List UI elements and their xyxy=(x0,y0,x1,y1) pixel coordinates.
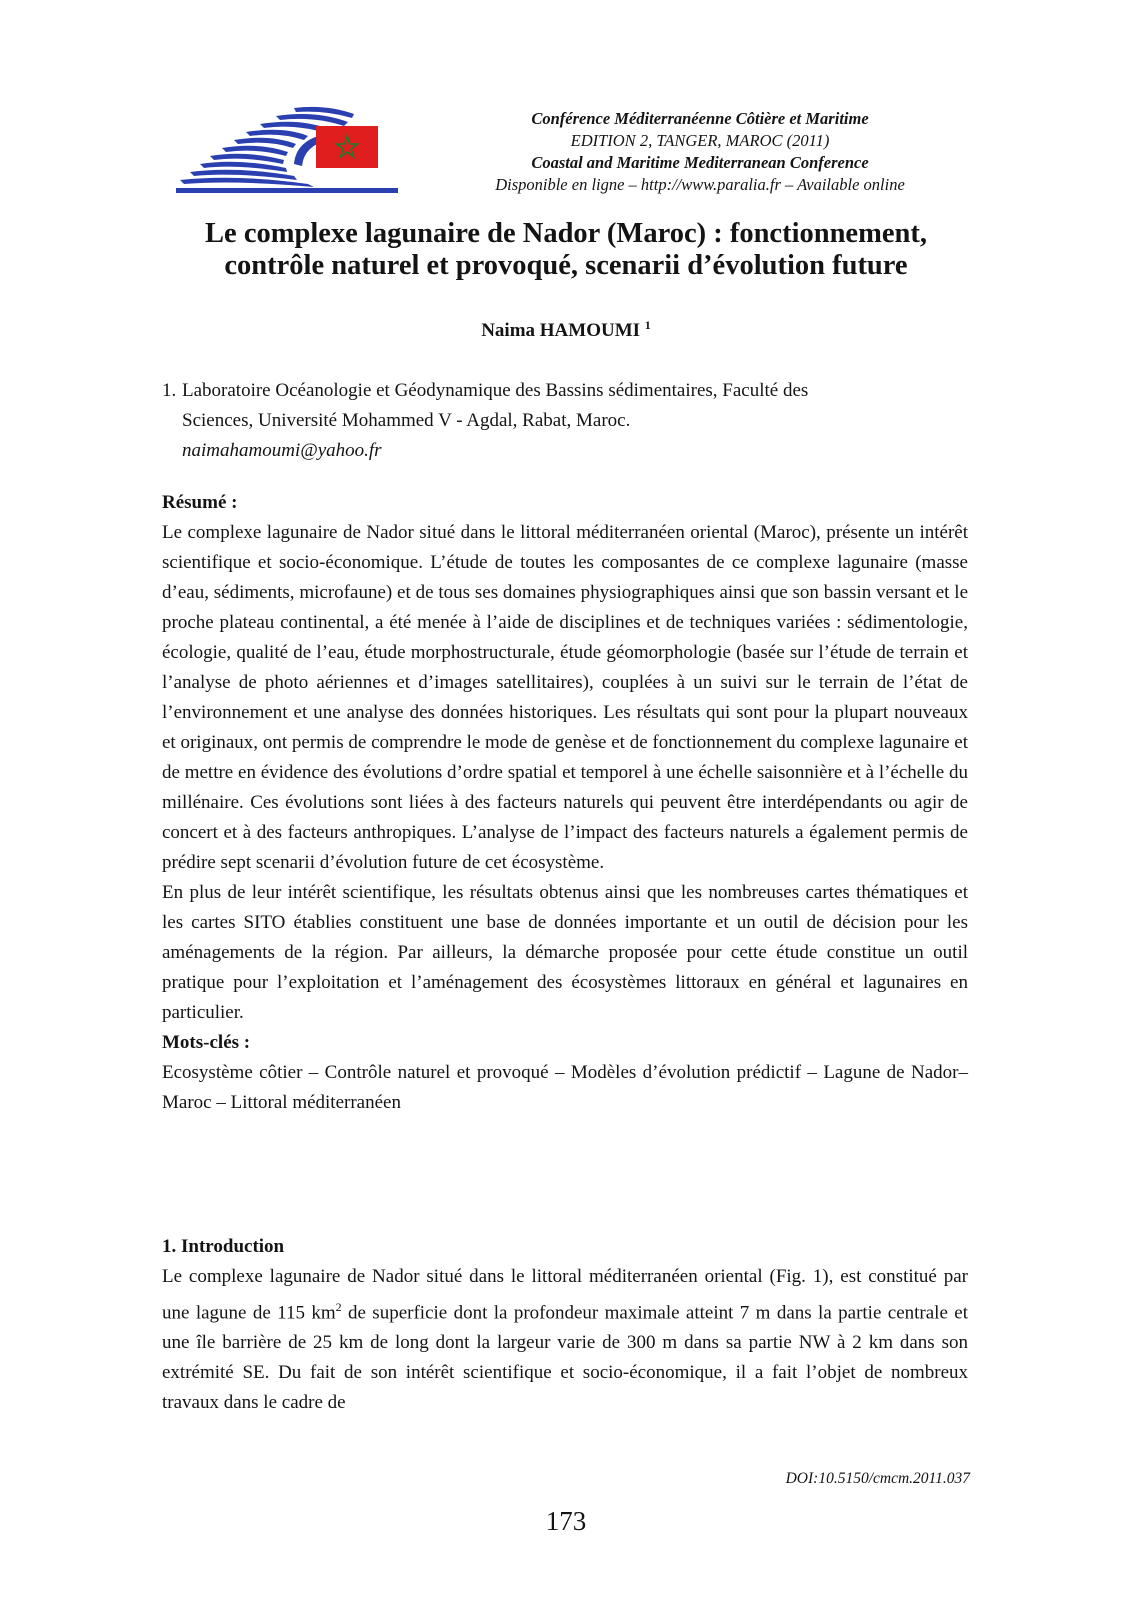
keywords-text: Ecosystème côtier – Contrôle naturel et provoqué – Modèles d’évolution prédictif – Lagune de Nador– Maroc – Littoral méditerranéen xyxy=(162,1062,968,1113)
paper-title-line-2: contrôle naturel et provoqué, scenarii d’évolution future xyxy=(224,250,908,281)
morocco-flag xyxy=(316,126,378,168)
author-email: naimahamoumi@yahoo.fr xyxy=(182,440,382,461)
author-name: Naima HAMOUMI xyxy=(481,320,641,341)
introduction-section xyxy=(162,1232,968,1418)
introduction-text-b: de superficie dont la profondeur maximale atteint 7 m dans la partie centrale et une île barrière de 25 km de long dont la largeur varie de 300 m dans sa partie NW à 2 km dans son extrémité SE. Du fait de son intérêt scientifique et socio-économique, il a fait l’objet de nombreux travaux dans le cadre de xyxy=(162,1302,968,1414)
paper-title xyxy=(150,218,982,282)
abstract-paragraph-2: En plus de leur intérêt scientifique, les résultats obtenus ainsi que les nombreuses cartes thématiques et les cartes SITO établies constituent une base de données importante et un outil de décision pour les aménagements de la région. Par ailleurs, la démarche proposée pour cette étude constitue un outil pratique pour l’exploitation et l’aménagement des écosystèmes littoraux en général et lagunaires en particulier. xyxy=(162,882,968,1023)
author-affiliation-marker: 1 xyxy=(644,318,651,332)
abstract-paragraph-1: Le complexe lagunaire de Nador situé dans le littoral méditerranéen oriental (Maroc), présente un intérêt scientifique et socio-économique. L’étude de toutes les composantes de ce complexe lagunaire (masse d’eau, sédiments, microfaune) et de tous ses domaines physiographiques ainsi que son bassin versant et le proche plateau continental, a été menée à l’aide de disciplines et de techniques variées : sédimentologie, écologie, qualité de l’eau, étude morphostructurale, étude géomorphologie (basée sur l’étude de terrain et l’analyse de photo aériennes et d’images satellitaires), couplées à un suivi sur le terrain de l’état de l’environnement et une analyse des données historiques. Les résultats qui sont pour la plupart nouveaux et originaux, ont permis de comprendre le mode de genèse et de fonctionnement du complexe lagunaire et de mettre en évidence des évolutions d’ordre spatial et temporel à une échelle saisonnière et à l’échelle du millénaire. Ces évolutions sont liées à des facteurs naturels qui peuvent être interdépendants ou agir de concert et à des facteurs anthropiques. L’analyse de l’impact des facteurs naturels a également permis de prédire sept scenarii d’évolution future de cet écosystème. xyxy=(162,522,968,873)
conference-logo xyxy=(176,104,408,196)
abstract-section xyxy=(162,488,968,1118)
page-number: 173 xyxy=(545,1506,587,1536)
paper-title-line-1: Le complexe lagunaire de Nador (Maroc) : fonctionnement, xyxy=(205,218,927,249)
conference-header xyxy=(440,108,960,196)
introduction-heading: 1. Introduction xyxy=(162,1236,285,1257)
author xyxy=(150,318,982,342)
conference-edition: EDITION 2, TANGER, MAROC (2011) xyxy=(570,131,830,150)
affiliation xyxy=(162,376,962,466)
doi: DOI:10.5150/cmcm.2011.037 xyxy=(785,1470,970,1487)
introduction-text-a: Le complexe lagunaire de Nador situé dans le littoral méditerranéen oriental (Fig. 1), est constitué par une lagune de 115 km xyxy=(162,1266,968,1324)
abstract-heading: Résumé : xyxy=(162,492,238,513)
conference-name-en: Coastal and Maritime Mediterranean Conference xyxy=(531,153,869,172)
affiliation-number: 1. xyxy=(162,380,177,401)
keywords-heading: Mots-clés : xyxy=(162,1032,251,1053)
km2-superscript: 2 xyxy=(335,1300,342,1314)
conference-availability: Disponible en ligne – http://www.paralia.fr – Available online xyxy=(495,175,905,194)
affiliation-line-2: Sciences, Université Mohammed V - Agdal, Rabat, Maroc. xyxy=(182,410,631,431)
introduction-paragraph xyxy=(162,1262,968,1418)
conference-name-fr: Conférence Méditerranéenne Côtière et Maritime xyxy=(531,109,869,128)
affiliation-line-1: Laboratoire Océanologie et Géodynamique des Bassins sédimentaires, Faculté des xyxy=(182,380,809,401)
